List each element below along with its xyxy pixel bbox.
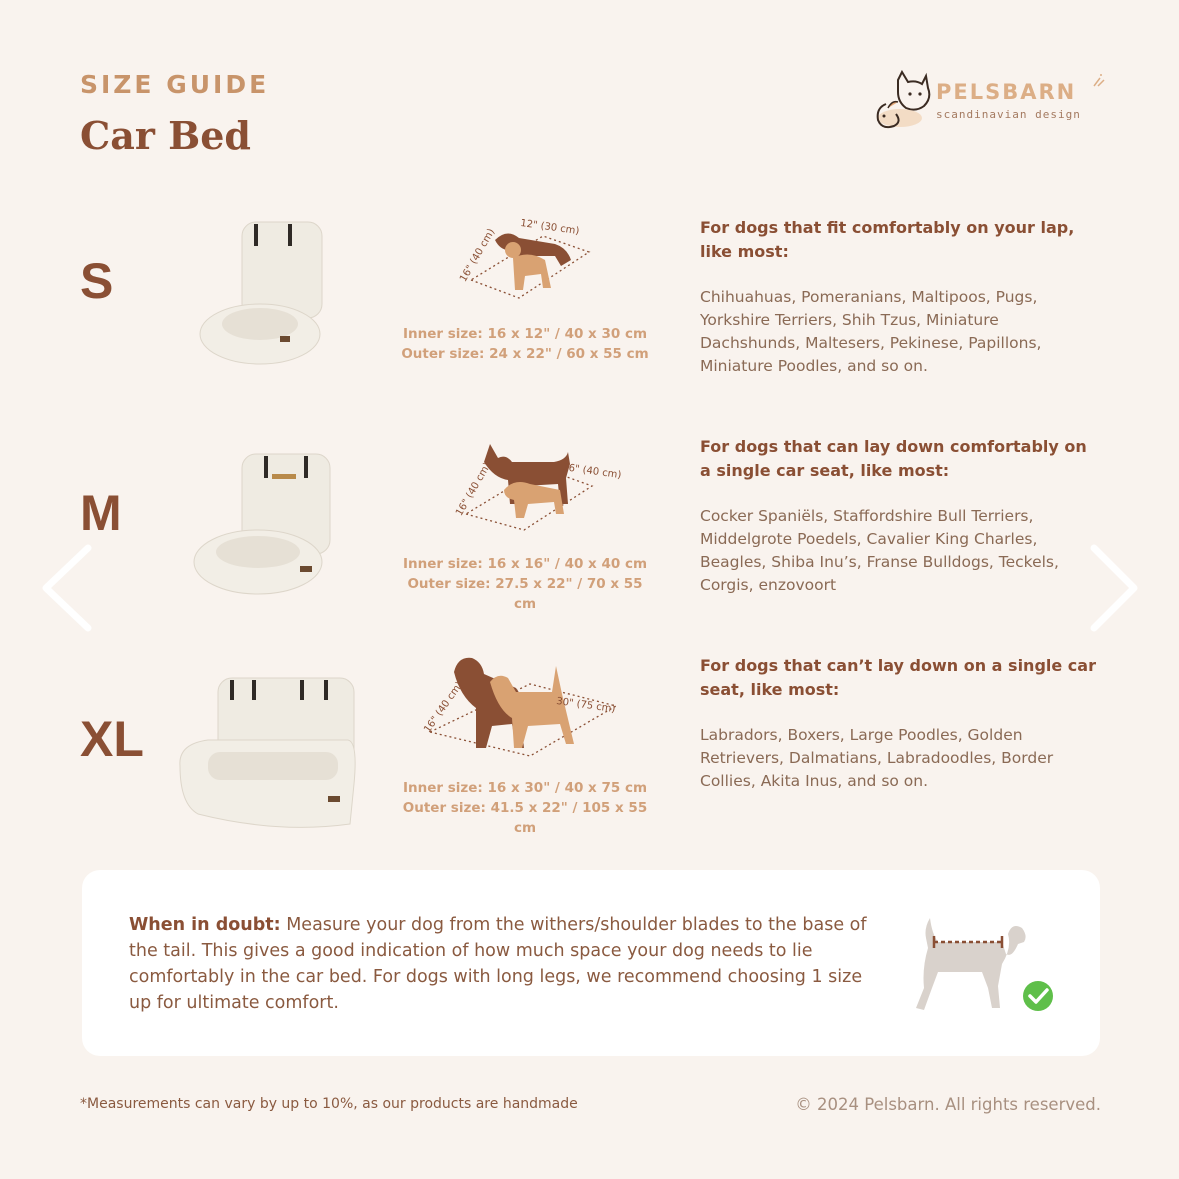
- measure-tip-lead: When in doubt:: [129, 915, 281, 935]
- inner-size: Inner size: 16 x 12" / 40 x 30 cm: [402, 326, 648, 342]
- measure-tip-text: [129, 912, 889, 1016]
- inner-size: Inner size: 16 x 30" / 40 x 75 cm: [402, 780, 648, 796]
- car-bed-medium-image: [190, 448, 335, 598]
- inner-size: Inner size: 16 x 16" / 40 x 40 cm: [402, 556, 648, 572]
- outer-size: Outer size: 27.5 x 22" / 70 x 55 cm: [407, 576, 643, 612]
- outer-size: Outer size: 24 x 22" / 60 x 55 cm: [401, 346, 649, 362]
- page-title: Car Bed: [80, 113, 251, 158]
- measure-tip-card: [82, 870, 1100, 1056]
- car-bed-xl-image: [178, 674, 358, 834]
- description-body: Labradors, Boxers, Large Poodles, Golden Retrievers, Dalmatians, Labradoodles, Border Collies, Akita Inus, and so on.: [700, 726, 1054, 790]
- description-body: Cocker Spaniëls, Staffordshire Bull Terriers, Middelgrote Poedels, Cavalier King Charles, Beagles, Shiba Inu’s, Franse Bulldogs, Teckels, Corgis, enzovoort: [700, 507, 1059, 594]
- size-letter: XL: [80, 711, 144, 767]
- size-letter: S: [80, 253, 114, 309]
- size-description: [700, 435, 1100, 597]
- description-body: Chihuahuas, Pomeranians, Maltipoos, Pugs, Yorkshire Terriers, Shih Tzus, Miniature Dachshunds, Maltesers, Pekinese, Papillons, Miniature Poodles, and so on.: [700, 288, 1042, 375]
- chevron-left-icon: [40, 540, 100, 640]
- size-description: [700, 216, 1100, 378]
- dimension-width-label: 12" (30 cm): [519, 217, 580, 238]
- size-spec: [395, 778, 655, 838]
- car-bed-small-image: [198, 216, 326, 366]
- previous-slide-button[interactable]: [40, 540, 100, 640]
- dimension-depth-label: 16" (40 cm): [422, 679, 466, 736]
- dog-measure-icon: [902, 908, 1062, 1018]
- dimension-depth-label: 16" (40 cm): [454, 461, 494, 518]
- size-letter: M: [80, 485, 122, 541]
- size-description: [700, 654, 1100, 793]
- brand-logo: [872, 70, 1112, 140]
- size-spec: [395, 554, 655, 614]
- footnote: *Measurements can vary by up to 10%, as our products are handmade: [80, 1096, 578, 1112]
- description-heading: For dogs that can lay down comfortably on a single car seat, like most:: [700, 437, 1087, 480]
- header: [80, 70, 269, 158]
- description-heading: For dogs that can’t lay down on a single car seat, like most:: [700, 656, 1096, 699]
- dimension-depth-label: 16" (40 cm): [458, 227, 498, 284]
- dimension-width-label: 30" (75 cm): [555, 695, 616, 716]
- dimension-width-label: 16" (40 cm): [561, 461, 622, 482]
- measure-tip-body: Measure your dog from the withers/shoulder blades to the base of the tail. This gives a good indication of how much space your dog needs to lie comfortably in the car bed. For dogs with long legs, we recommend choosing 1 size up for ultimate comfort.: [129, 915, 867, 1013]
- cat-dog-logo-icon: [872, 70, 934, 136]
- outer-size: Outer size: 41.5 x 22" / 105 x 55 cm: [402, 800, 648, 836]
- sparkle-icon: [1092, 74, 1106, 88]
- size-spec: [395, 324, 655, 364]
- brand-name: PELSBARN: [936, 80, 1077, 104]
- copyright: © 2024 Pelsbarn. All rights reserved.: [795, 1095, 1101, 1114]
- eyebrow: SIZE GUIDE: [80, 70, 270, 99]
- brand-tagline: scandinavian design: [936, 108, 1081, 121]
- description-heading: For dogs that fit comfortably on your lap, like most:: [700, 218, 1075, 261]
